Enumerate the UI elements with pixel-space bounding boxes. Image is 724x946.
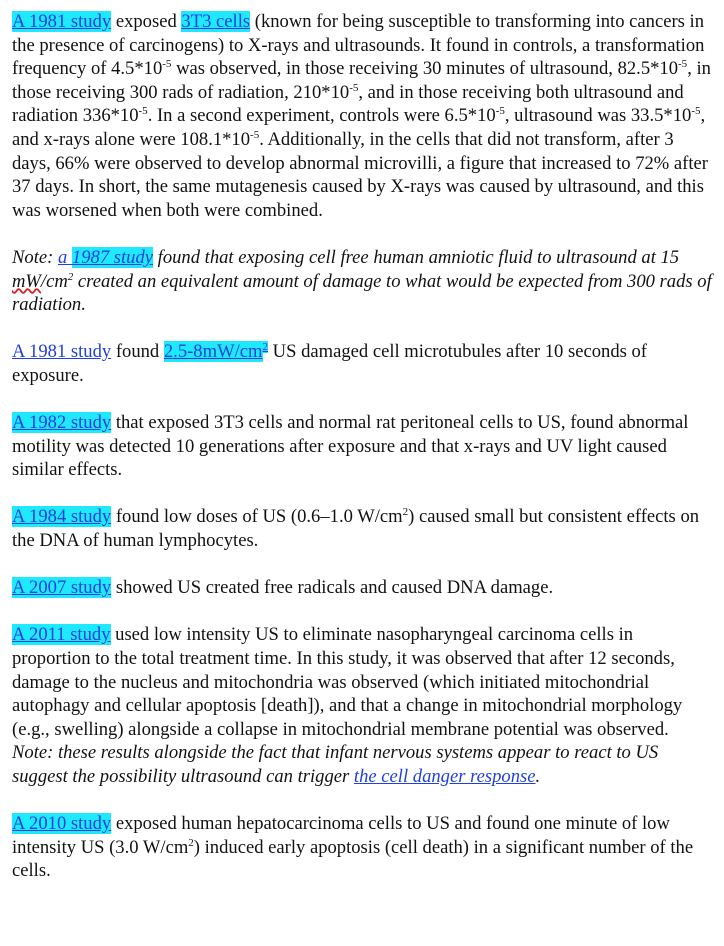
exponent: 2 bbox=[188, 836, 194, 849]
text: was observed, in those receiving 30 minutes of ultrasound, 82.5*10 bbox=[171, 58, 679, 80]
text: used low intensity US to eliminate nasopharyngeal carcinoma cells in proportion to the total treatment time. In this study, it was observed that after 12 seconds, damage to the nucleus and mitochondria was observed (which initiated mitochondrial autophagy and cellular apoptosis [death]), and that a change in mitochondrial morphology (e.g., swelling) alongside a collapse in mitochondrial membrane potential was observed. bbox=[12, 624, 683, 740]
text: . In a second experiment, controls were 6.5*10 bbox=[147, 105, 496, 127]
text: , and in those receiving both ultrasound and radiation 336*10 bbox=[12, 81, 684, 127]
link-1987-study-prefix[interactable]: a bbox=[57, 246, 72, 268]
link-1981-study-microtubules[interactable]: A 1981 study bbox=[12, 341, 112, 363]
exponent: -5 bbox=[691, 105, 701, 118]
paragraph-2007-study bbox=[12, 576, 714, 600]
exponent: -5 bbox=[678, 58, 688, 71]
text: found low doses of US (0.6–1.0 W/cm bbox=[111, 506, 403, 528]
text: ) caused small but consistent effects on the DNA of human lymphocytes. bbox=[12, 506, 700, 552]
link-1981-study[interactable]: A 1981 study bbox=[12, 11, 112, 32]
paragraph-1981-microtubules bbox=[12, 340, 714, 387]
paragraph-2010-study bbox=[12, 812, 714, 883]
text: Note: these results alongside the fact that infant nervous systems appear to react to US suggest the possibility ultrasound can trigger bbox=[12, 742, 659, 787]
link-2011-study[interactable]: A 2011 study bbox=[12, 624, 111, 646]
exponent: 2 bbox=[262, 341, 268, 354]
text: . bbox=[535, 766, 541, 787]
link-1987-study[interactable]: 1987 study bbox=[71, 246, 154, 268]
exponent: -5 bbox=[495, 105, 505, 118]
text: created an equivalent amount of damage to what would be expected from 300 rads of radiation. bbox=[12, 270, 712, 316]
text: that exposed 3T3 cells and normal rat peritoneal cells to US, found abnormal motility was detected 10 generations after exposure and that x-rays and UV light caused similar effects. bbox=[12, 412, 689, 481]
text: , and x-rays alone were 108.1*10 bbox=[12, 105, 706, 150]
spellcheck-flagged-word: mW bbox=[12, 270, 41, 292]
text: ) induced early apoptosis (cell death) in a significant number of the cells. bbox=[12, 836, 694, 882]
text: found that exposing cell free human amniotic fluid to ultrasound at 15 bbox=[153, 246, 680, 268]
link-2007-study[interactable]: A 2007 study bbox=[12, 577, 112, 599]
text: , ultrasound was 33.5*10 bbox=[504, 105, 692, 127]
text: exposed bbox=[111, 11, 182, 32]
exponent: -5 bbox=[250, 128, 260, 141]
exponent: -5 bbox=[349, 81, 359, 94]
text: exposed human hepatocarcinoma cells to US and found one minute of low intensity US (3.0 W/cm bbox=[12, 813, 670, 858]
exponent: -5 bbox=[138, 105, 148, 118]
link-2010-study[interactable]: A 2010 study bbox=[12, 813, 112, 835]
paragraph-1982-study bbox=[12, 411, 714, 482]
text: . Additionally, in the cells that did not transform, after 3 days, 66% were observed to develop abnormal microvilli, a figure that increased to 72% after 37 days. In short, the same mutagenesis caused by X-rays was caused by ultrasound, and this was worsened when both were combined. bbox=[12, 128, 708, 221]
link-1982-study[interactable]: A 1982 study bbox=[12, 412, 112, 434]
text: Note: bbox=[12, 246, 58, 268]
note-cell-danger-response bbox=[12, 741, 714, 788]
exponent: 2 bbox=[402, 506, 409, 519]
paragraph-2011-study bbox=[12, 623, 714, 741]
link-3t3-cells[interactable]: 3T3 cells bbox=[181, 11, 251, 32]
text: US damaged cell microtubules after 10 seconds of exposure. bbox=[12, 341, 647, 386]
exponent: 2 bbox=[67, 270, 74, 283]
text: /cm bbox=[40, 270, 68, 292]
link-cell-danger-response[interactable]: the cell danger response bbox=[353, 766, 536, 787]
exponent: -5 bbox=[162, 58, 172, 71]
text: , in those receiving 300 rads of radiation, 210*10 bbox=[12, 58, 711, 103]
note-1987-study bbox=[12, 246, 714, 317]
link-2-5-8mw-cm2[interactable]: 2.5-8mW/cm bbox=[163, 341, 263, 363]
paragraph-1981-3t3-study bbox=[12, 10, 714, 222]
text: showed US created free radicals and caused DNA damage. bbox=[111, 577, 554, 599]
link-1984-study[interactable]: A 1984 study bbox=[12, 506, 112, 528]
text: found bbox=[111, 341, 164, 363]
paragraph-1984-study bbox=[12, 505, 714, 552]
text: (known for being susceptible to transforming into cancers in the presence of carcinogens) to X-rays and ultrasounds. It found in controls, a transformation frequency of 4.5*10 bbox=[12, 11, 705, 80]
